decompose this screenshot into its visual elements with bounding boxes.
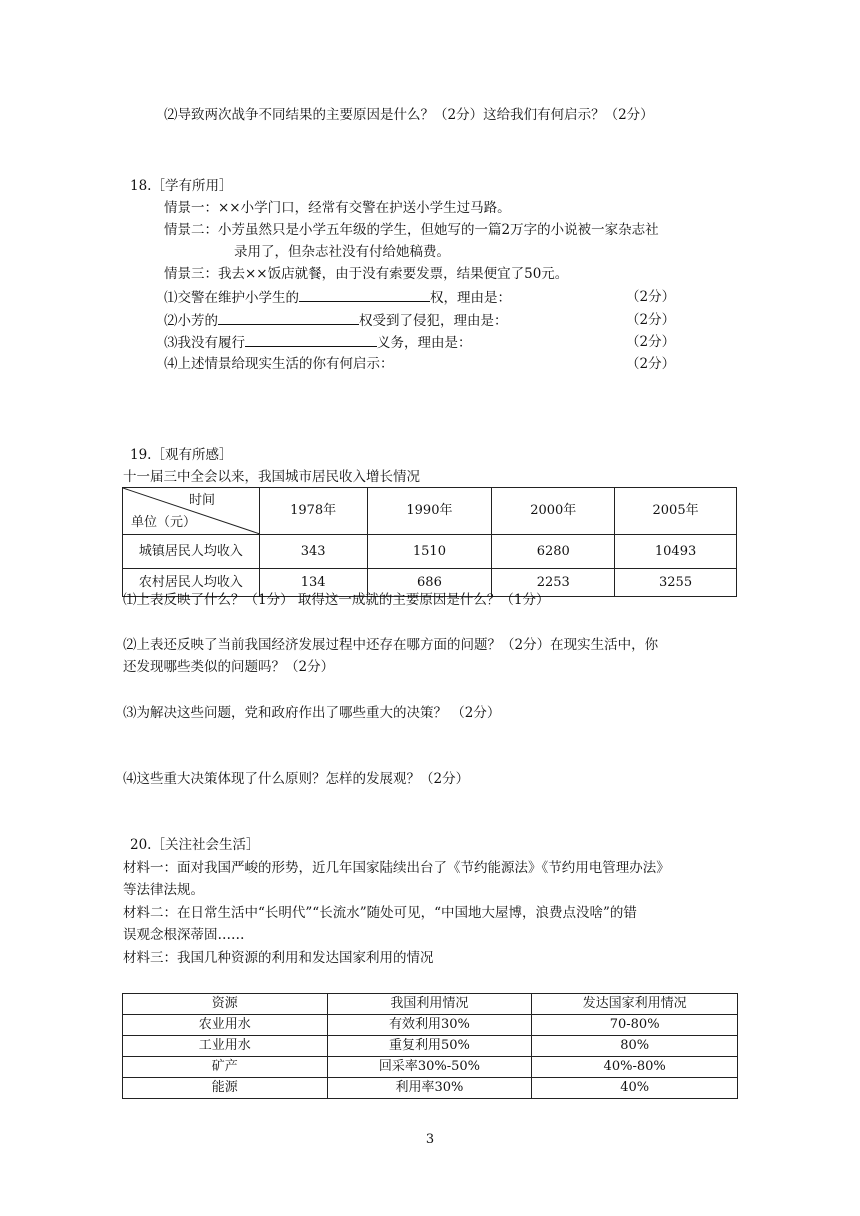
table-row: [123, 535, 737, 569]
q18-title: 18.［学有所用］: [130, 178, 233, 194]
table-cell: 10493: [615, 535, 737, 569]
table-cell: 686: [367, 569, 492, 597]
table-row: [123, 1078, 738, 1099]
q19-subquestion-2-line-1: ⑵上表还反映了当前我国经济发展过程中还存在哪方面的问题？（2分）在现实生活中，你: [123, 637, 659, 653]
q18-scene-3: 情景三：我去××饭店就餐，由于没有索要发票，结果便宜了50元。: [164, 266, 569, 282]
q20-material-1-line-2: 等法律法规。: [123, 882, 204, 898]
q18-item-2: ⑵小芳的 权受到了侵犯，理由是：: [164, 309, 508, 332]
q20-material-2-line-2: 误观念根深蒂固……: [123, 927, 245, 943]
row-label: 城镇居民人均收入: [123, 535, 260, 569]
q19-subquestion-1: ⑴上表反映了什么？（1分） 取得这一成就的主要原因是什么？（1分）: [123, 592, 550, 608]
answer-blank[interactable]: [245, 331, 377, 347]
page-number: 3: [425, 1132, 435, 1147]
q17-subquestion-2: ⑵导致两次战争不同结果的主要原因是什么？（2分）这给我们有何启示？（2分）: [164, 107, 654, 123]
table-cell: 有效利用30%: [327, 1015, 532, 1036]
table-cell: 重复利用50%: [327, 1036, 532, 1057]
income-table: [122, 487, 737, 597]
q18-item-3: ⑶我没有履行 义务，理由是：: [164, 331, 472, 354]
column-header: 资源: [123, 994, 328, 1015]
year-header: 1978年: [259, 488, 367, 535]
table-cell: 3255: [615, 569, 737, 597]
table-cell: 能源: [123, 1078, 328, 1099]
q18-scene-1: 情景一：××小学门口，经常有交警在护送小学生过马路。: [164, 200, 511, 216]
table-cell: 利用率30%: [327, 1078, 532, 1099]
table-row: [123, 1015, 738, 1036]
q19-subquestion-2-line-2: 还发现哪些类似的问题吗？（2分）: [123, 659, 335, 675]
table-cell: 2253: [492, 569, 615, 597]
q19-subquestion-4: ⑷这些重大决策体现了什么原则？怎样的发展观？（2分）: [123, 771, 470, 787]
year-header: 2005年: [615, 488, 737, 535]
resource-table: [122, 993, 738, 1099]
q20-title: 20.［关注社会生活］: [130, 837, 260, 853]
answer-blank[interactable]: [299, 286, 430, 302]
year-header: 2000年: [492, 488, 615, 535]
table-cell: 134: [259, 569, 367, 597]
table-cell: 80%: [532, 1036, 738, 1057]
answer-blank[interactable]: [218, 309, 359, 325]
q18-item-3-score: （2分）: [626, 334, 676, 350]
q18-item-4-score: （2分）: [626, 356, 676, 372]
table-cell: 工业用水: [123, 1036, 328, 1057]
header-unit: 单位（元）: [131, 515, 197, 530]
table-cell: 6280: [492, 535, 615, 569]
table-row: [123, 1057, 738, 1078]
q19-subquestion-3: ⑶为解决这些问题，党和政府作出了哪些重大的决策？ （2分）: [123, 705, 501, 721]
q18-item-1: ⑴交警在维护小学生的 权，理由是：: [164, 286, 511, 309]
table-cell: 矿产: [123, 1057, 328, 1078]
q18-item-4: ⑷上述情景给现实生活的你有何启示：: [164, 356, 394, 372]
table-header-row: [123, 994, 738, 1015]
table-cell: 农业用水: [123, 1015, 328, 1036]
column-header: 发达国家利用情况: [532, 994, 738, 1015]
q19-title: 19.［观有所感］: [130, 447, 233, 463]
table-cell: 回采率30%-50%: [327, 1057, 532, 1078]
q18-scene-2-line-1: 情景二：小芳虽然只是小学五年级的学生，但她写的一篇2万字的小说被一家杂志社: [164, 222, 659, 238]
q20-material-2-line-1: 材料二：在日常生活中“长明代”“长流水”随处可见，“中国地大屋博，浪费点没啥”的错: [123, 905, 637, 921]
column-header: 我国利用情况: [327, 994, 532, 1015]
q20-material-1-line-1: 材料一：面对我国严峻的形势，近几年国家陆续出台了《节约能源法》《节约用电管理办法》: [123, 860, 670, 876]
q20-material-3: 材料三：我国几种资源的利用和发达国家利用的情况: [123, 950, 434, 966]
table-cell: 40%-80%: [532, 1057, 738, 1078]
table-row: [123, 1036, 738, 1057]
table-cell: 343: [259, 535, 367, 569]
q18-scene-2-line-2: 录用了，但杂志社没有付给她稿费。: [234, 244, 450, 260]
q19-table-caption: 十一届三中全会以来，我国城市居民收入增长情况: [123, 469, 420, 485]
q18-item-1-score: （2分）: [626, 289, 676, 305]
year-header: 1990年: [367, 488, 492, 535]
header-time: 时间: [189, 493, 216, 508]
table-header-diagonal-cell: [123, 488, 260, 535]
row-label: 农村居民人均收入: [123, 569, 260, 597]
q18-item-2-score: （2分）: [626, 312, 676, 328]
table-cell: 40%: [532, 1078, 738, 1099]
table-cell: 70-80%: [532, 1015, 738, 1036]
table-cell: 1510: [367, 535, 492, 569]
